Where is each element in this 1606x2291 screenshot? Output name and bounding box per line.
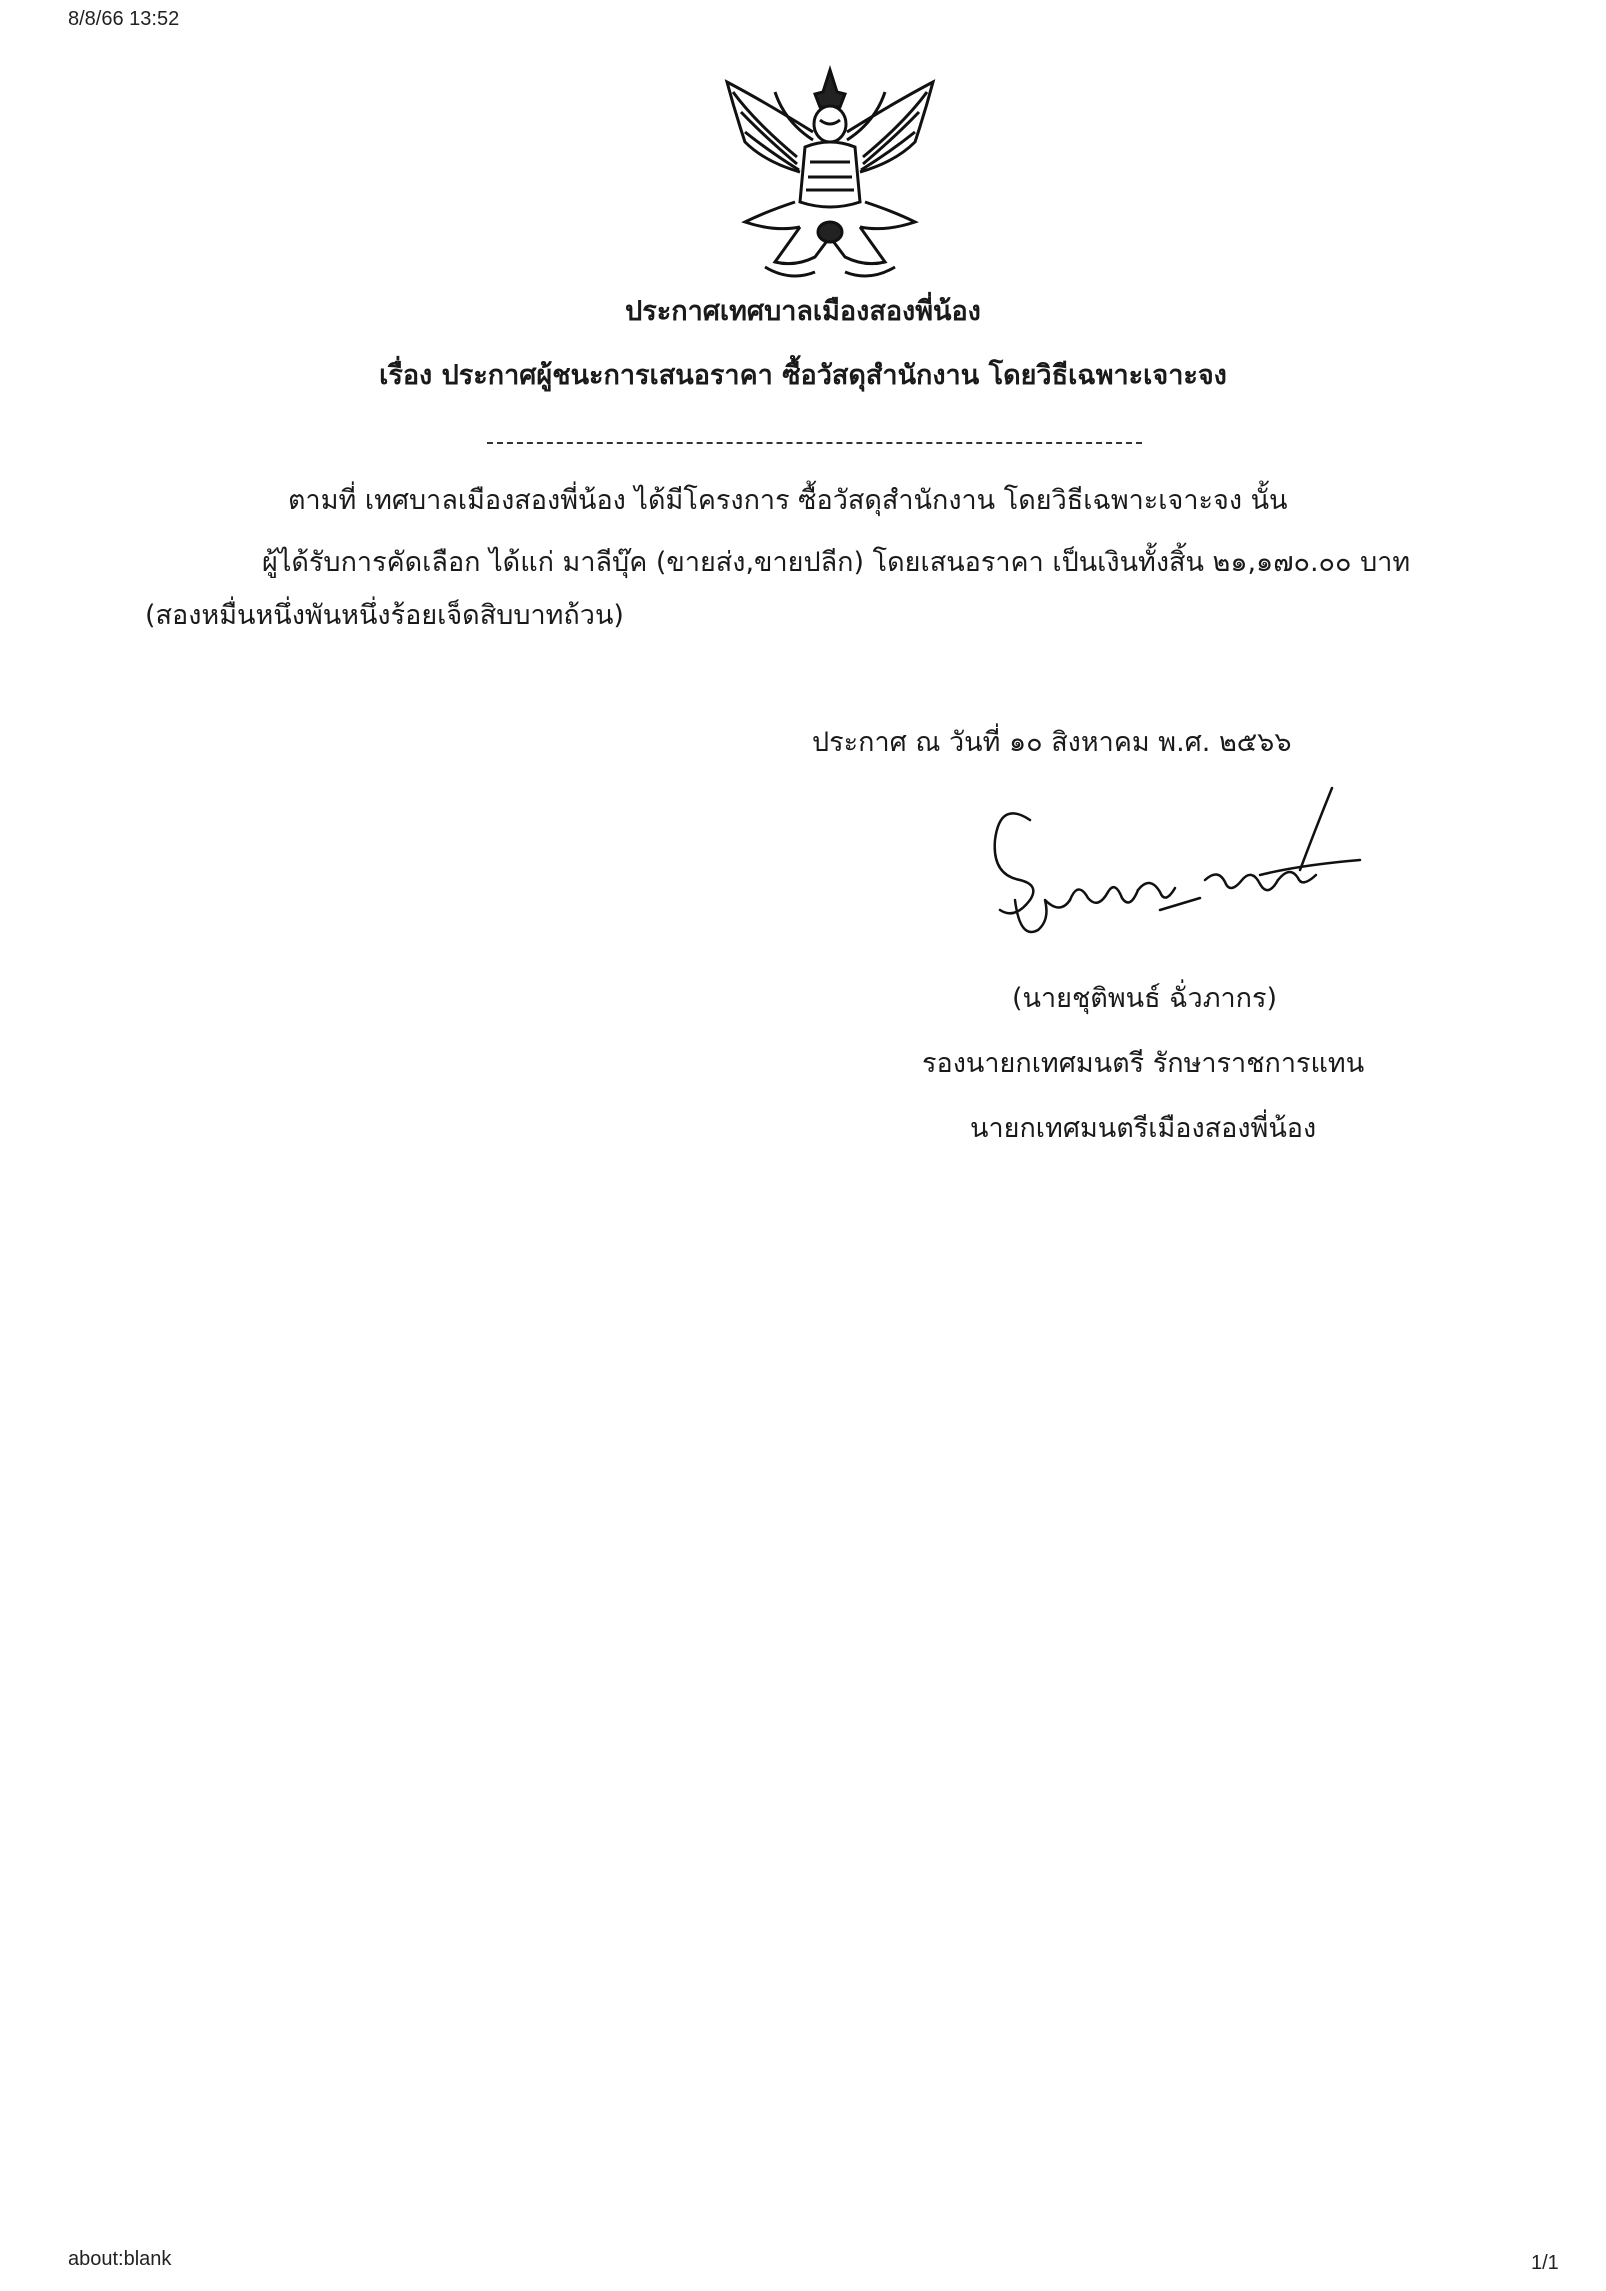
body-paragraph-line-3: (สองหมื่นหนึ่งพันหนึ่งร้อยเจ็ดสิบบาทถ้วน)	[145, 600, 624, 631]
document-subject: เรื่อง ประกาศผู้ชนะการเสนอราคา ซื้อวัสดุสำนักงาน โดยวิธีเฉพาะเจาะจง	[379, 360, 1227, 391]
body-paragraph-line-1: ตามที่ เทศบาลเมืองสองพี่น้อง ได้มีโครงการ ซื้อวัสดุสำนักงาน โดยวิธีเฉพาะเจาะจง นั้น	[288, 485, 1288, 516]
print-footer-url: about:blank	[68, 2248, 172, 2270]
print-footer-page: 1/1	[1531, 2252, 1559, 2274]
signer-name: (นายชุติพนธ์ ฉั่วภากร)	[1012, 983, 1278, 1014]
signer-position-1: รองนายกเทศมนตรี รักษาราชการแทน	[922, 1048, 1365, 1079]
announcement-date: ประกาศ ณ วันที่ ๑๐ สิงหาคม พ.ศ. ๒๕๖๖	[812, 727, 1292, 758]
signer-position-2: นายกเทศมนตรีเมืองสองพี่น้อง	[970, 1113, 1317, 1144]
body-paragraph-line-2: ผู้ได้รับการคัดเลือก ได้แก่ มาลีบุ๊ค (ขายส่ง,ขายปลีก) โดยเสนอราคา เป็นเงินทั้งสิ้น ๒๑,๑๗๐.๐๐ บาท	[262, 547, 1411, 578]
print-timestamp: 8/8/66 13:52	[68, 8, 180, 30]
document-title: ประกาศเทศบาลเมืองสองพี่น้อง	[625, 296, 981, 327]
title-divider	[487, 442, 1142, 444]
garuda-emblem-icon	[705, 62, 955, 292]
handwritten-signature	[960, 780, 1380, 960]
